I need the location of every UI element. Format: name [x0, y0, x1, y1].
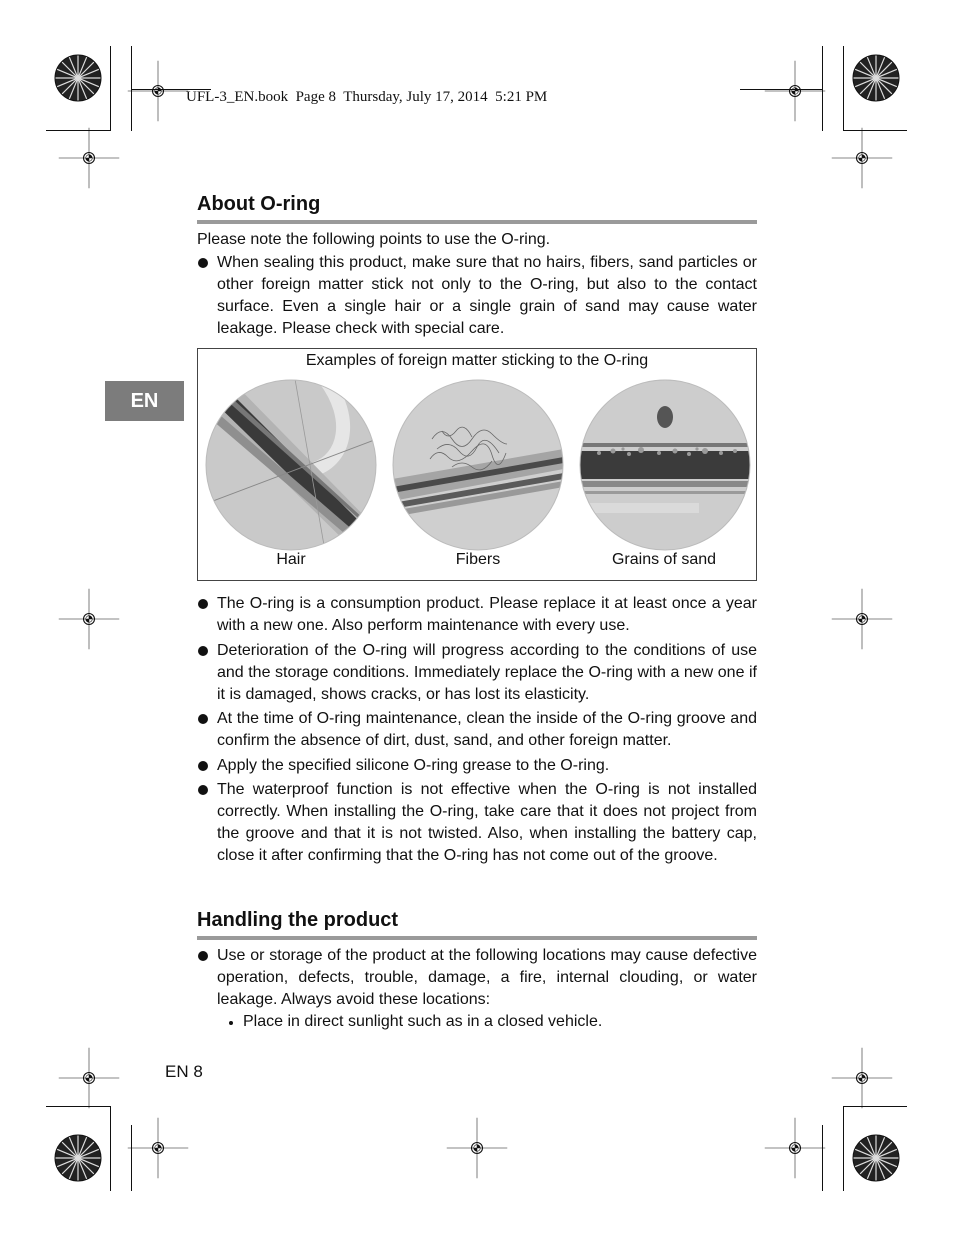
figure-caption: Examples of foreign matter sticking to the O-ring: [305, 352, 649, 369]
bullet-text: Deterioration of the O-ring will progress according to the conditions of use and the storage conditions. Immediately replace the O-ring with a new one if it is damaged, shows cracks, or has lost its elasticity.: [217, 642, 757, 703]
bullet-item: [197, 945, 757, 1011]
section-title-about-o-ring: About O-ring: [197, 193, 321, 215]
starburst-mark-bottom-left: [55, 1135, 101, 1181]
bullet-dot-icon: [198, 761, 208, 771]
bullet-dot-icon: [198, 714, 208, 724]
section-underline: [197, 936, 757, 940]
figure-label-fibers: Fibers: [455, 551, 501, 568]
bullet-dot-icon: [198, 258, 208, 268]
page-number: EN 8: [165, 1062, 203, 1081]
bullet-text: The waterproof function is not effective when the O-ring is not installed correctly. When installing the O-ring, take care that it does not project from the groove and that it is not twisted. Also, when installing the battery cap, close it after confirming that the O-ring has not come out of the groove.: [217, 781, 757, 864]
section-title-handling-the-product: Handling the product: [197, 909, 399, 931]
sand-photo: [579, 379, 751, 551]
book-file-header: UFL-3_EN.book Page 8 Thursday, July 17, 2014 5:21 PM: [186, 89, 548, 105]
sub-bullet-text: Place in direct sunlight such as in a closed vehicle.: [243, 1013, 603, 1030]
hair-photo: [205, 379, 377, 551]
bullet-item: [197, 708, 757, 752]
sub-bullet-item: [228, 1011, 757, 1033]
o-ring-examples-figure: [197, 348, 757, 581]
intro-text: Please note the following points to use the O-ring.: [197, 231, 551, 248]
bullet-text: At the time of O-ring maintenance, clean the inside of the O-ring groove and confirm the absence of dirt, dust, sand, and other foreign matter.: [217, 710, 757, 749]
section-underline: [197, 220, 757, 224]
starburst-mark-bottom-right: [853, 1135, 899, 1181]
sub-bullet-dot-icon: [229, 1021, 233, 1025]
bullet-dot-icon: [198, 951, 208, 961]
bullet-item: [197, 755, 757, 777]
fibers-photo: [392, 379, 564, 551]
figure-label-hair: Hair: [276, 551, 306, 568]
bullet-item: [197, 779, 757, 867]
figure-label-grains-of-sand: Grains of sand: [611, 551, 717, 568]
bullet-text: Use or storage of the product at the following locations may cause defective operation, defects, trouble, damage, a fire, internal clouding, or water leakage. Always avoid these locations:: [217, 947, 757, 1008]
language-tab: EN: [105, 381, 184, 421]
starburst-mark-top-right: [853, 55, 899, 101]
bullet-dot-icon: [198, 785, 208, 795]
bullet-item: [197, 252, 757, 340]
bullet-text: Apply the specified silicone O-ring grease to the O-ring.: [217, 757, 610, 774]
bullet-text: When sealing this product, make sure that no hairs, fibers, sand particles or other foreign matter stick not only to the O-ring, but also to the contact surface. Even a single hair or a single grain of sand may cause water leakage. Please check with special care.: [217, 254, 757, 337]
bullet-item: [197, 640, 757, 706]
bullet-dot-icon: [198, 599, 208, 609]
bullet-dot-icon: [198, 646, 208, 656]
bullet-item: [197, 593, 757, 637]
bullet-text: The O-ring is a consumption product. Please replace it at least once a year with a new one. Also perform maintenance with every use.: [217, 595, 757, 634]
starburst-mark-top-left: [55, 55, 101, 101]
